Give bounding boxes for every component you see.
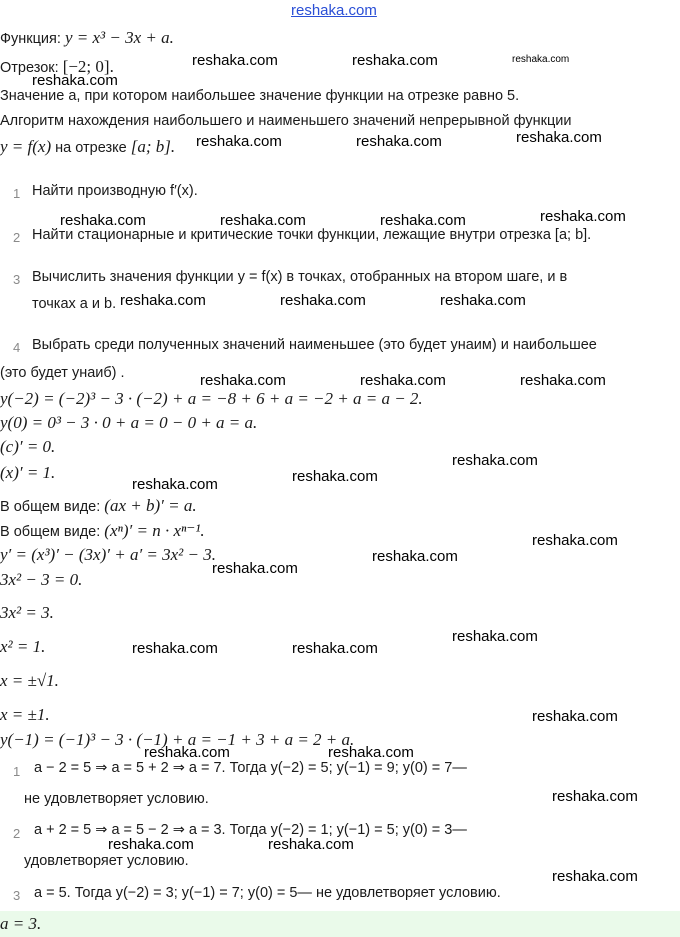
algorithm-title: Алгоритм нахождения наибольшего и наименьшего значений непрерывной функции xyxy=(0,113,572,129)
equation-step: x = ±1. xyxy=(0,705,50,724)
case-number: 1 xyxy=(13,764,21,779)
equation-y0: y(0) = 0³ − 3 · 0 + a = 0 − 0 + a = a. xyxy=(0,413,258,432)
watermark: reshaka.com xyxy=(328,744,414,761)
case-number: 2 xyxy=(13,826,21,841)
case-text: a − 2 = 5 ⇒ a = 5 + 2 ⇒ a = 7. Тогда y(−2) = 5; y(−1) = 9; y(0) = 7— xyxy=(34,760,467,776)
watermark: reshaka.com xyxy=(132,640,218,657)
watermark: reshaka.com xyxy=(220,212,306,229)
case-text-cont: не удовлетворяет условию. xyxy=(24,791,209,807)
watermark: reshaka.com xyxy=(352,52,438,69)
answer-highlight xyxy=(0,911,680,937)
watermark: reshaka.com xyxy=(280,292,366,309)
watermark: reshaka.com xyxy=(132,476,218,493)
step-number: 2 xyxy=(13,230,21,245)
watermark: reshaka.com xyxy=(360,372,446,389)
equation-y-minus1: y(−1) = (−1)³ − 3 · (−1) + a = −1 + 3 + a = 2 + a. xyxy=(0,730,355,749)
watermark: reshaka.com xyxy=(552,868,638,885)
general-form-1 xyxy=(0,496,197,516)
step-text: Вычислить значения функции y = f(x) в точках, отобранных на втором шаге, и в xyxy=(32,269,568,285)
step-text-cont: точках a и b. xyxy=(32,296,117,312)
watermark: reshaka.com xyxy=(532,708,618,725)
equation-step: x² = 1. xyxy=(0,637,46,656)
general-form-label: В общем виде: xyxy=(0,524,101,540)
watermark: reshaka.com xyxy=(32,72,118,89)
watermark: reshaka.com xyxy=(60,212,146,229)
algorithm-fx: y = f(x) xyxy=(0,137,52,156)
step-text: Выбрать среди полученных значений наименьшее (это будет yнаим) и наибольшее xyxy=(32,337,597,353)
algorithm-on: на отрезке xyxy=(55,140,127,156)
answer: a = 3. xyxy=(0,914,42,933)
step-text: Найти стационарные и критические точки функции, лежащие внутри отрезка [a; b]. xyxy=(32,227,592,243)
function-expr: y = x³ − 3x + a. xyxy=(64,28,174,47)
watermark: reshaka.com xyxy=(516,129,602,146)
watermark: reshaka.com xyxy=(512,54,570,65)
watermark: reshaka.com xyxy=(212,560,298,577)
step-number: 4 xyxy=(13,340,21,355)
watermark: reshaka.com xyxy=(452,452,538,469)
equation-y-minus2: y(−2) = (−2)³ − 3 · (−2) + a = −8 + 6 + a = −2 + a = a − 2. xyxy=(0,389,423,408)
equation-const: (c)′ = 0. xyxy=(0,437,56,456)
equation-step: 3x² − 3 = 0. xyxy=(0,570,83,589)
general-form-expr: (xⁿ)′ = n · xⁿ⁻¹. xyxy=(104,521,205,540)
equation-step: 3x² = 3. xyxy=(0,603,54,622)
watermark: reshaka.com xyxy=(192,52,278,69)
watermark: reshaka.com xyxy=(144,744,230,761)
case-text: a = 5. Тогда y(−2) = 3; y(−1) = 7; y(0) = 5— не удовлетворяет условию. xyxy=(34,885,501,901)
segment-expr: [−2; 0]. xyxy=(62,57,114,76)
case-number: 3 xyxy=(13,888,21,903)
step-number: 3 xyxy=(13,272,21,287)
watermark: reshaka.com xyxy=(292,640,378,657)
equation-step: x = ±√1. xyxy=(0,671,59,690)
algorithm-title-line2 xyxy=(0,137,175,157)
watermark: reshaka.com xyxy=(356,133,442,150)
watermark: reshaka.com xyxy=(372,548,458,565)
watermark: reshaka.com xyxy=(268,836,354,853)
watermark: reshaka.com xyxy=(452,628,538,645)
step-number: 1 xyxy=(13,186,21,201)
watermark: reshaka.com xyxy=(440,292,526,309)
function-label: Функция: xyxy=(0,31,61,47)
value-condition: Значение a, при котором наибольшее значение функции на отрезке равно 5. xyxy=(0,88,520,104)
watermark: reshaka.com xyxy=(120,292,206,309)
general-form-expr: (ax + b)′ = a. xyxy=(104,496,197,515)
function-line xyxy=(0,28,174,48)
algorithm-ab: [a; b]. xyxy=(130,137,176,156)
watermark: reshaka.com xyxy=(292,468,378,485)
case-text-cont: удовлетворяет условию. xyxy=(24,853,189,869)
site-header-link[interactable]: reshaka.com xyxy=(291,2,377,19)
watermark: reshaka.com xyxy=(108,836,194,853)
watermark: reshaka.com xyxy=(540,208,626,225)
watermark: reshaka.com xyxy=(196,133,282,150)
equation-x: (x)′ = 1. xyxy=(0,463,56,482)
case-text: a + 2 = 5 ⇒ a = 5 − 2 ⇒ a = 3. Тогда y(−2) = 1; y(−1) = 5; y(0) = 3— xyxy=(34,822,467,838)
step-text-cont: (это будет yнаиб) . xyxy=(0,365,125,381)
watermark: reshaka.com xyxy=(532,532,618,549)
watermark: reshaka.com xyxy=(552,788,638,805)
derivative: y′ = (x³)′ − (3x)′ + a′ = 3x² − 3. xyxy=(0,545,217,564)
watermark: reshaka.com xyxy=(200,372,286,389)
segment-label: Отрезок: xyxy=(0,60,59,76)
general-form-label: В общем виде: xyxy=(0,499,101,515)
step-text: Найти производную f′(x). xyxy=(32,183,198,199)
general-form-2 xyxy=(0,521,205,541)
watermark: reshaka.com xyxy=(380,212,466,229)
watermark: reshaka.com xyxy=(520,372,606,389)
